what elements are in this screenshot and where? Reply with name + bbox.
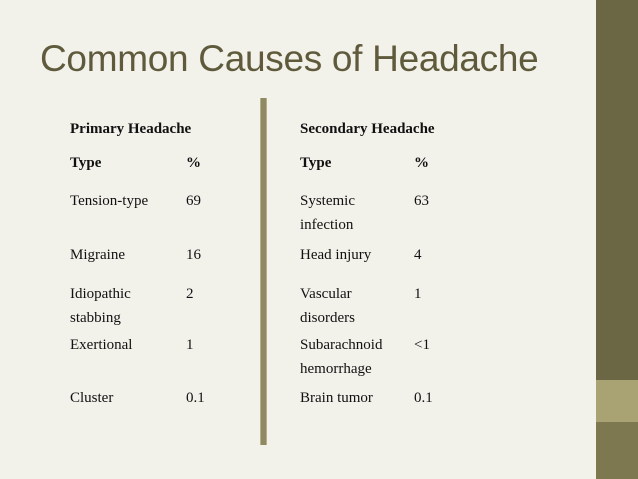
secondary-row-pct: <1 [414,337,430,353]
primary-row-type: Migraine [70,247,125,263]
primary-row-pct: 69 [186,193,201,209]
primary-row-pct: 2 [186,286,194,302]
primary-row-type: Idiopathic stabbing [70,286,131,326]
secondary-row-type: Head injury [300,247,372,263]
secondary-row-type: Subarachnoid hemorrhage [300,337,383,377]
secondary-col-pct: % [414,155,429,171]
primary-row-type: Cluster [70,390,114,406]
primary-row-pct: 16 [186,247,201,263]
primary-heading: Primary Headache [70,121,192,137]
secondary-heading: Secondary Headache [300,121,435,137]
secondary-row-pct: 63 [414,193,429,209]
secondary-row-pct: 0.1 [414,390,433,406]
column-divider [261,98,266,445]
secondary-row-pct: 1 [414,286,422,302]
primary-row-pct: 1 [186,337,194,353]
secondary-row-type: Brain tumor [300,390,373,406]
primary-row-pct: 0.1 [186,390,205,406]
sidebar-accent-dark [596,422,638,479]
secondary-row-pct: 4 [414,247,422,263]
secondary-row-type: Vascular disorders [300,286,355,326]
primary-row-type: Exertional [70,337,133,353]
secondary-row-type: Systemic infection [300,193,355,233]
primary-col-type: Type [70,155,102,171]
secondary-col-type: Type [300,155,332,171]
sidebar-accent-light [596,380,638,422]
primary-row-type: Tension-type [70,193,149,209]
slide-title: Common Causes of Headache [40,38,539,79]
primary-col-pct: % [186,155,201,171]
